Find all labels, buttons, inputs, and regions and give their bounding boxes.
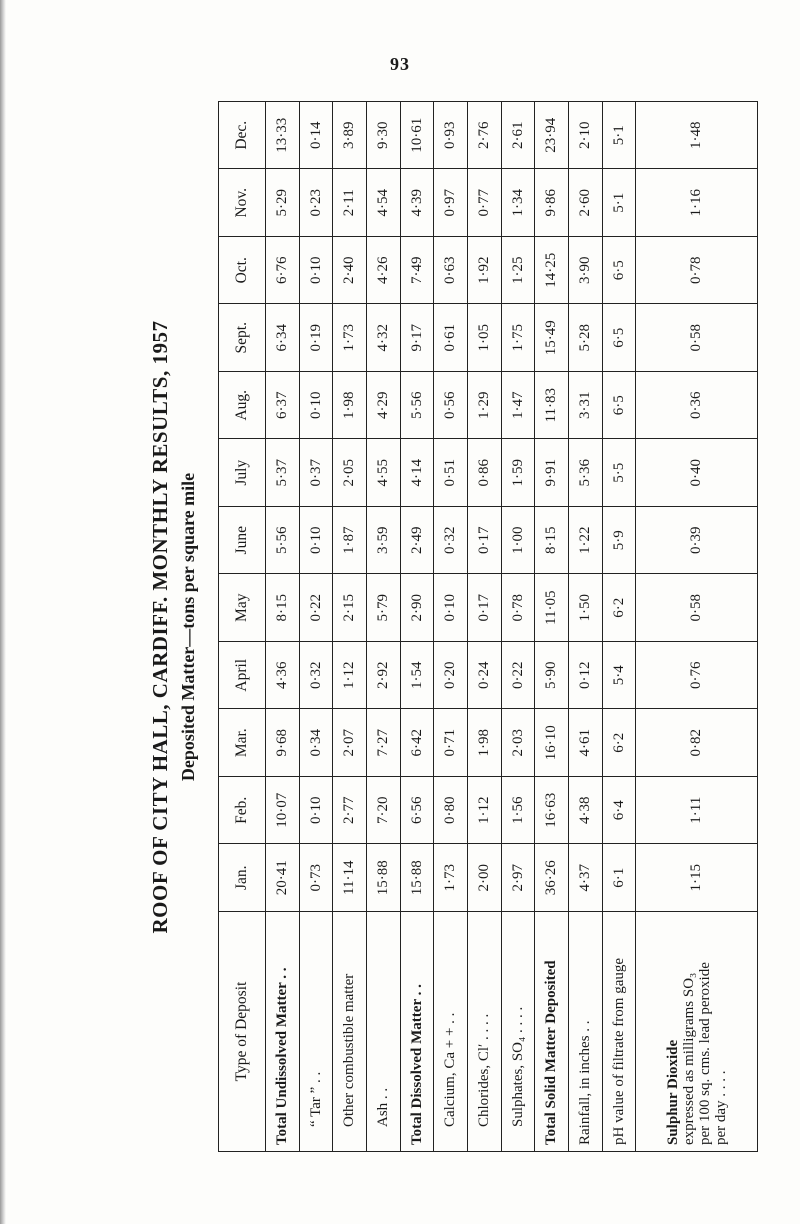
column-header-month: May [219, 574, 266, 642]
table-cell: 1·15 [636, 844, 758, 912]
table-cell: 0·39 [636, 507, 758, 575]
table-cell: 4·39 [400, 169, 434, 237]
table-cell: 8·15 [535, 507, 569, 575]
table-cell: 0·32 [299, 642, 333, 710]
table-cell: 2·97 [501, 844, 535, 912]
table-cell: 4·55 [367, 439, 401, 507]
table-cell: 2·03 [501, 709, 535, 777]
table-cell: 10·61 [400, 102, 434, 170]
table-cell: 1·48 [636, 102, 758, 170]
table-cell: 0·82 [636, 709, 758, 777]
table-row [400, 102, 434, 1152]
table-cell: 2·77 [333, 777, 367, 845]
table-cell: 1·05 [468, 304, 502, 372]
table-cell: 2·60 [569, 169, 603, 237]
table-cell: 4·54 [367, 169, 401, 237]
rotated-table-page [140, 102, 760, 1152]
table-cell: 1·25 [501, 237, 535, 305]
table-cell: 1·12 [468, 777, 502, 845]
column-header-month: Jan. [219, 844, 266, 912]
table-cell: 2·07 [333, 709, 367, 777]
table-cell: 9·91 [535, 439, 569, 507]
row-label: Total Undissolved Matter . . [266, 912, 300, 1152]
table-cell: 0·40 [636, 439, 758, 507]
table-cell: 4·29 [367, 372, 401, 440]
row-label: Calcium, Ca + + . . [434, 912, 468, 1152]
table-cell: 1·56 [501, 777, 535, 845]
table-cell: 0·71 [434, 709, 468, 777]
table-cell: 4·14 [400, 439, 434, 507]
table-cell: 5·9 [602, 507, 636, 575]
table-cell: 5·5 [602, 439, 636, 507]
table-cell: 1·50 [569, 574, 603, 642]
column-header-month: Aug. [219, 372, 266, 440]
table-cell: 5·36 [569, 439, 603, 507]
table-cell: 15·88 [400, 844, 434, 912]
table-cell: 6·34 [266, 304, 300, 372]
table-cell: 7·20 [367, 777, 401, 845]
table-cell: 1·92 [468, 237, 502, 305]
table-row [299, 102, 333, 1152]
table-cell: 0·58 [636, 574, 758, 642]
table-cell: 1·54 [400, 642, 434, 710]
table-cell: 0·51 [434, 439, 468, 507]
table-cell: 0·63 [434, 237, 468, 305]
table-row [569, 102, 603, 1152]
table-cell: 0·61 [434, 304, 468, 372]
table-cell: 2·05 [333, 439, 367, 507]
table-cell: 1·29 [468, 372, 502, 440]
table-cell: 2·00 [468, 844, 502, 912]
table-cell: 8·15 [266, 574, 300, 642]
column-header-month: Mar. [219, 709, 266, 777]
table-cell: 1·47 [501, 372, 535, 440]
table-cell: 1·98 [333, 372, 367, 440]
table-row [367, 102, 401, 1152]
column-header-month: Feb. [219, 777, 266, 845]
column-header-month: June [219, 507, 266, 575]
row-label: Chlorides, Cl′ . . . . [468, 912, 502, 1152]
table-cell: 0·86 [468, 439, 502, 507]
table-cell: 1·34 [501, 169, 535, 237]
header-row [219, 102, 266, 1152]
table-cell: 5·56 [266, 507, 300, 575]
row-label: Rainfall, in inches . . [569, 912, 603, 1152]
row-label: Total Dissolved Matter . . [400, 912, 434, 1152]
table-cell: 9·17 [400, 304, 434, 372]
table-cell: 9·68 [266, 709, 300, 777]
table-cell: 0·37 [299, 439, 333, 507]
sulphur-label-line: per 100 sq. cms. lead peroxide [696, 962, 713, 1145]
table-cell: 3·59 [367, 507, 401, 575]
table-cell: 1·11 [636, 777, 758, 845]
table-cell: 0·10 [434, 574, 468, 642]
table-cell: 5·37 [266, 439, 300, 507]
table-cell: 2·10 [569, 102, 603, 170]
table-cell: 0·93 [434, 102, 468, 170]
table-cell: 20·41 [266, 844, 300, 912]
table-row [266, 102, 300, 1152]
row-label: “ Tar ” . . [299, 912, 333, 1152]
table-cell: 2·92 [367, 642, 401, 710]
table-cell: 4·26 [367, 237, 401, 305]
column-header-month: Oct. [219, 237, 266, 305]
table-cell: 3·90 [569, 237, 603, 305]
table-cell: 0·80 [434, 777, 468, 845]
table-cell: 1·22 [569, 507, 603, 575]
table-row [468, 102, 502, 1152]
table-cell: 2·76 [468, 102, 502, 170]
table-cell: 6·5 [602, 237, 636, 305]
table-cell: 5·79 [367, 574, 401, 642]
table-cell: 0·10 [299, 372, 333, 440]
table-cell: 3·31 [569, 372, 603, 440]
table-cell: 1·87 [333, 507, 367, 575]
table-cell: 6·5 [602, 372, 636, 440]
table-cell: 5·1 [602, 102, 636, 170]
row-label: Sulphates, SO₄ . . . . [501, 912, 535, 1152]
table-cell: 3·89 [333, 102, 367, 170]
sulphur-label-line: expressed as milligrams SO₃ [680, 972, 697, 1145]
table-cell: 6·76 [266, 237, 300, 305]
table-cell: 0·56 [434, 372, 468, 440]
table-cell: 1·73 [434, 844, 468, 912]
table-cell: 5·4 [602, 642, 636, 710]
table-cell: 5·90 [535, 642, 569, 710]
table-cell: 0·73 [299, 844, 333, 912]
row-label: pH value of filtrate from gauge [602, 912, 636, 1152]
table-row [501, 102, 535, 1152]
table-cell: 6·2 [602, 709, 636, 777]
table-cell: 1·16 [636, 169, 758, 237]
table-cell: 0·14 [299, 102, 333, 170]
sulphur-label-line: per day . . . . [712, 1070, 729, 1145]
table-cell: 4·38 [569, 777, 603, 845]
table-cell: 15·49 [535, 304, 569, 372]
table-row [602, 102, 636, 1152]
table-cell: 4·32 [367, 304, 401, 372]
table-cell: 0·24 [468, 642, 502, 710]
table-cell: 6·1 [602, 844, 636, 912]
page-number: 93 [390, 54, 410, 74]
column-header-month: April [219, 642, 266, 710]
table-cell: 1·00 [501, 507, 535, 575]
table-cell: 0·10 [299, 777, 333, 845]
table-cell: 2·11 [333, 169, 367, 237]
table-cell: 6·4 [602, 777, 636, 845]
table-cell: 0·12 [569, 642, 603, 710]
page-binding-shadow [0, 0, 6, 1224]
table-cell: 1·75 [501, 304, 535, 372]
column-header-month: Nov. [219, 169, 266, 237]
table-cell: 10·07 [266, 777, 300, 845]
table-cell: 2·40 [333, 237, 367, 305]
table-cell: 0·10 [299, 507, 333, 575]
table-cell: 6·42 [400, 709, 434, 777]
table-cell: 11·83 [535, 372, 569, 440]
table-cell: 0·19 [299, 304, 333, 372]
table-cell: 11·05 [535, 574, 569, 642]
row-label: Other combustible matter [333, 912, 367, 1152]
table-cell: 0·10 [299, 237, 333, 305]
table-subtitle: Deposited Matter—tons per square mile [178, 472, 198, 782]
table-cell: 0·77 [468, 169, 502, 237]
table-cell: 5·56 [400, 372, 434, 440]
table-cell: 4·37 [569, 844, 603, 912]
table-cell: 23·94 [535, 102, 569, 170]
table-cell: 13·33 [266, 102, 300, 170]
table-cell: 6·56 [400, 777, 434, 845]
table-row [535, 102, 569, 1152]
monthly-results-table [218, 101, 758, 1152]
table-cell: 0·58 [636, 304, 758, 372]
table-cell: 0·78 [501, 574, 535, 642]
table-cell: 7·49 [400, 237, 434, 305]
table-cell: 0·34 [299, 709, 333, 777]
table-cell: 4·61 [569, 709, 603, 777]
table-cell: 36·26 [535, 844, 569, 912]
column-header-month: Sept. [219, 304, 266, 372]
table-cell: 16·63 [535, 777, 569, 845]
table-cell: 0·17 [468, 507, 502, 575]
table-cell: 0·78 [636, 237, 758, 305]
table-cell: 2·15 [333, 574, 367, 642]
table-cell: 0·23 [299, 169, 333, 237]
table-row [636, 102, 758, 1152]
table-cell: 9·30 [367, 102, 401, 170]
table-cell: 1·98 [468, 709, 502, 777]
column-header-month: Dec. [219, 102, 266, 170]
table-cell: 0·17 [468, 574, 502, 642]
table-cell: 11·14 [333, 844, 367, 912]
table-cell: 5·1 [602, 169, 636, 237]
table-cell: 0·32 [434, 507, 468, 575]
table-cell: 5·29 [266, 169, 300, 237]
table-cell: 16·10 [535, 709, 569, 777]
table-cell: 2·90 [400, 574, 434, 642]
table-cell: 0·20 [434, 642, 468, 710]
table-cell: 0·76 [636, 642, 758, 710]
column-header-month: July [219, 439, 266, 507]
table-cell: 2·61 [501, 102, 535, 170]
table-cell: 1·12 [333, 642, 367, 710]
table-cell: 1·59 [501, 439, 535, 507]
table-cell: 6·5 [602, 304, 636, 372]
table-cell: 14·25 [535, 237, 569, 305]
table-cell: 15·88 [367, 844, 401, 912]
table-cell: 0·22 [299, 574, 333, 642]
table-cell: 5·28 [569, 304, 603, 372]
table-cell: 6·37 [266, 372, 300, 440]
table-cell: 0·36 [636, 372, 758, 440]
table-cell: 2·49 [400, 507, 434, 575]
row-label: Ash . . [367, 912, 401, 1152]
table-cell: 0·97 [434, 169, 468, 237]
table-cell: 7·27 [367, 709, 401, 777]
table-row [434, 102, 468, 1152]
table-row [333, 102, 367, 1152]
table-cell: 0·22 [501, 642, 535, 710]
sulphur-label-line: Sulphur Dioxide [664, 1039, 681, 1145]
table-cell: 6·2 [602, 574, 636, 642]
row-label-sulphur-dioxide [636, 912, 758, 1152]
column-header-type: Type of Deposit [219, 912, 266, 1152]
table-cell: 1·73 [333, 304, 367, 372]
table-title: ROOF OF CITY HALL, CARDIFF. MONTHLY RESULTS, 1957 [148, 320, 172, 934]
table-cell: 9·86 [535, 169, 569, 237]
table-cell: 4·36 [266, 642, 300, 710]
row-label: Total Solid Matter Deposited [535, 912, 569, 1152]
